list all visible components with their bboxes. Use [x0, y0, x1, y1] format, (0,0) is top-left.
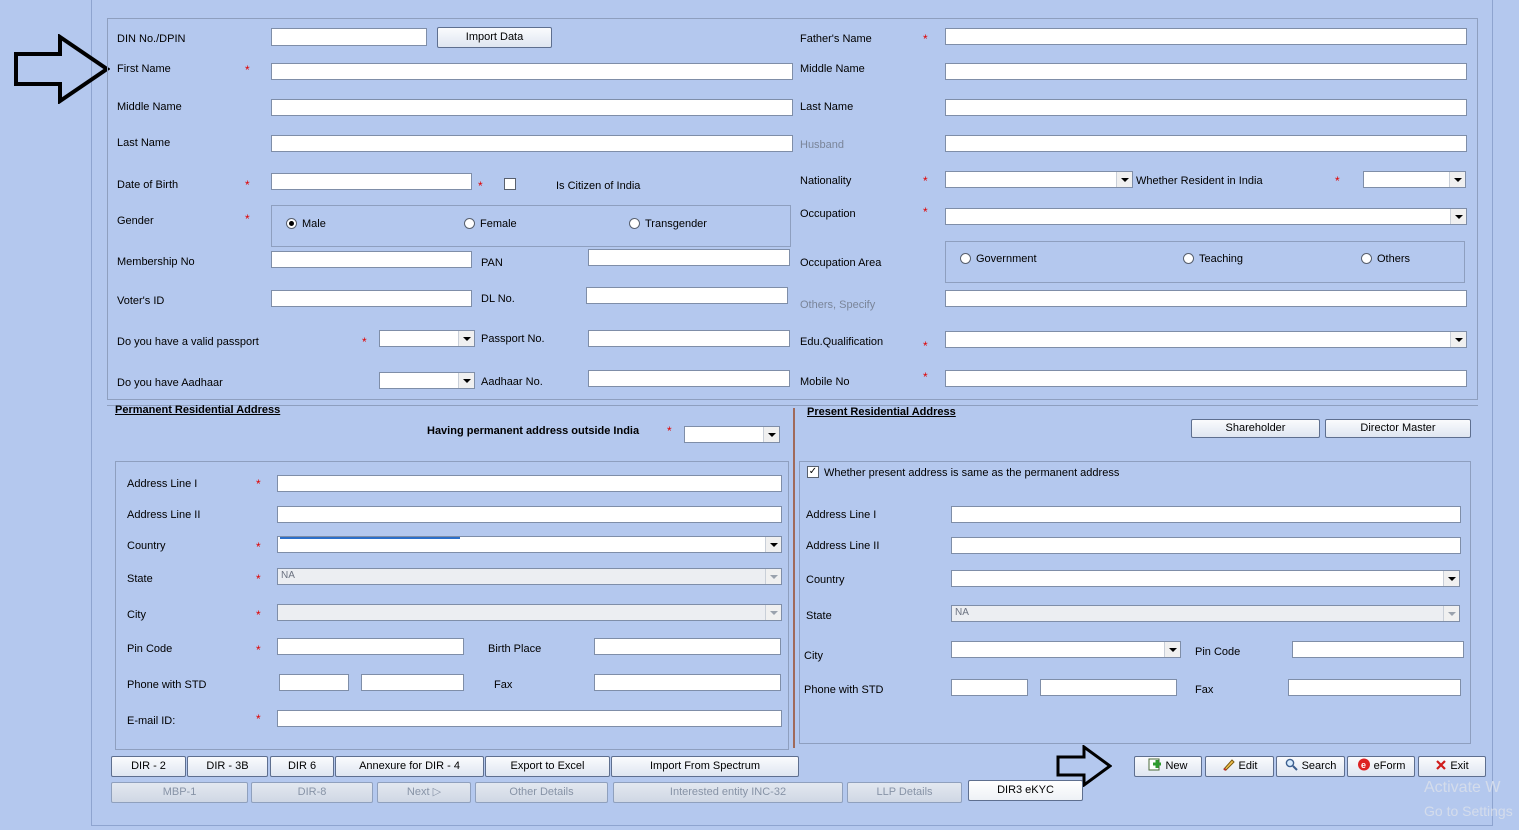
dob-label: Date of Birth — [117, 179, 179, 191]
din-input[interactable] — [271, 28, 427, 46]
chevron-down-icon[interactable] — [763, 427, 779, 442]
husband-input[interactable] — [945, 135, 1467, 152]
import-data-button[interactable]: Import Data — [437, 27, 552, 48]
pres-addr2-label: Address Line II — [806, 540, 880, 552]
din-label: DIN No./DPIN — [117, 33, 186, 45]
pres-addr1-input[interactable] — [951, 506, 1461, 523]
last-name-label: Last Name — [117, 137, 171, 149]
chevron-down-icon[interactable] — [765, 605, 781, 620]
chevron-down-icon[interactable] — [1443, 571, 1459, 586]
nationality-select[interactable] — [945, 171, 1133, 188]
required-marker: * — [923, 205, 928, 219]
add-icon — [1148, 758, 1162, 771]
passport-select[interactable] — [379, 330, 475, 347]
passport-no-input[interactable] — [588, 330, 790, 347]
perm-phone-input[interactable] — [361, 674, 464, 691]
required-marker: * — [478, 179, 483, 193]
required-marker: * — [256, 608, 261, 622]
pres-state-value: NA — [955, 607, 969, 618]
others-specify-label: Others, Specify — [800, 299, 876, 311]
pres-city-label: City — [804, 650, 823, 662]
pencil-icon — [1222, 758, 1236, 771]
next-label: Next — [406, 786, 430, 798]
outside-india-select[interactable] — [684, 426, 780, 443]
membership-label: Membership No — [117, 256, 195, 268]
occupation-teaching-radio[interactable] — [1183, 253, 1194, 264]
perm-city-select[interactable] — [277, 604, 782, 621]
search-icon — [1285, 758, 1299, 771]
exit-button[interactable] — [1418, 756, 1486, 777]
dl-input[interactable] — [586, 287, 788, 304]
father-last-name-input[interactable] — [945, 99, 1467, 116]
required-marker: * — [256, 572, 261, 586]
edit-label: Edit — [1238, 760, 1258, 772]
chevron-down-icon[interactable] — [765, 537, 781, 552]
import-spectrum-button[interactable]: Import From Spectrum — [611, 756, 799, 777]
gender-label: Gender — [117, 215, 154, 227]
occupation-area-label: Occupation Area — [800, 257, 882, 269]
edu-qualification-label: Edu.Qualification — [800, 336, 884, 348]
required-marker: * — [362, 335, 367, 349]
voter-input[interactable] — [271, 290, 472, 307]
close-icon — [1435, 759, 1447, 771]
occupation-select[interactable] — [945, 208, 1467, 225]
dob-input[interactable] — [271, 173, 472, 190]
occupation-government-radio[interactable] — [960, 253, 971, 264]
required-marker: * — [245, 63, 250, 77]
required-marker: * — [923, 32, 928, 46]
perm-addr2-label: Address Line II — [127, 509, 201, 521]
tab-interested-entity[interactable]: Interested entity INC-32 — [613, 782, 843, 803]
birth-place-input[interactable] — [594, 638, 781, 655]
tab-other-details[interactable]: Other Details — [475, 782, 608, 803]
pan-input[interactable] — [588, 249, 790, 266]
eform-label: eForm — [1373, 760, 1406, 772]
perm-city-label: City — [127, 609, 146, 621]
perm-phone-std-input[interactable] — [279, 674, 349, 691]
chevron-down-icon[interactable] — [1164, 642, 1180, 657]
chevron-down-icon[interactable] — [458, 331, 474, 346]
eform-button[interactable] — [1347, 756, 1415, 777]
tab-llp-details[interactable]: LLP Details — [847, 782, 962, 803]
new-label: New — [1165, 760, 1188, 772]
aadhaar-no-input[interactable] — [588, 370, 790, 387]
aadhaar-no-label: Aadhaar No. — [481, 376, 543, 388]
perm-fax-input[interactable] — [594, 674, 781, 691]
chevron-down-icon[interactable] — [1443, 606, 1459, 621]
chevron-down-icon[interactable] — [1450, 209, 1466, 224]
gender-group — [271, 205, 791, 247]
required-marker: * — [1335, 174, 1340, 188]
chevron-down-icon[interactable] — [1449, 172, 1465, 187]
gender-female-label: Female — [480, 218, 517, 230]
husband-label: Husband — [800, 139, 845, 151]
perm-country-label: Country — [127, 540, 166, 552]
edu-qualification-select[interactable] — [945, 331, 1467, 348]
passport-question-label: Do you have a valid passport — [117, 336, 259, 348]
father-middle-name-input[interactable] — [945, 63, 1467, 80]
gender-transgender-label: Transgender — [645, 218, 707, 230]
perm-fax-label: Fax — [494, 679, 513, 691]
perm-addr1-input[interactable] — [277, 475, 782, 492]
father-name-input[interactable] — [945, 28, 1467, 45]
pres-city-select[interactable] — [951, 641, 1181, 658]
email-label: E-mail ID: — [127, 715, 176, 727]
citizen-checkbox[interactable] — [504, 178, 516, 190]
shareholder-button[interactable]: Shareholder — [1191, 419, 1320, 438]
others-specify-input[interactable] — [945, 290, 1467, 307]
pres-state-label: State — [806, 610, 832, 622]
pres-phone-input[interactable] — [1040, 679, 1177, 696]
perm-state-value: NA — [281, 570, 295, 581]
pres-fax-label: Fax — [1195, 684, 1214, 696]
pres-fax-input[interactable] — [1288, 679, 1461, 696]
required-marker: * — [667, 424, 672, 438]
new-button[interactable] — [1134, 756, 1202, 777]
citizen-label: Is Citizen of India — [556, 180, 641, 192]
occupation-others-radio[interactable] — [1361, 253, 1372, 264]
perm-country-select[interactable] — [277, 536, 782, 553]
pres-state-select[interactable] — [951, 605, 1460, 622]
resident-label: Whether Resident in India — [1136, 175, 1263, 187]
edit-button[interactable] — [1205, 756, 1274, 777]
chevron-down-icon[interactable] — [1116, 172, 1132, 187]
last-name-input[interactable] — [271, 135, 793, 152]
gender-female-radio[interactable] — [464, 218, 475, 229]
required-marker: * — [245, 212, 250, 226]
tab-mbp-1[interactable]: MBP-1 — [111, 782, 248, 803]
aadhaar-select[interactable] — [379, 372, 475, 389]
perm-pin-input[interactable] — [277, 638, 464, 655]
aadhaar-question-label: Do you have Aadhaar — [117, 377, 223, 389]
birth-place-label: Birth Place — [488, 643, 542, 655]
tab-dir-8[interactable]: DIR-8 — [251, 782, 373, 803]
middle-name-label: Middle Name — [117, 101, 182, 113]
next-button[interactable] — [377, 782, 471, 803]
chevron-down-icon[interactable] — [1450, 332, 1466, 347]
dl-label: DL No. — [481, 293, 515, 305]
search-label: Search — [1301, 760, 1337, 772]
svg-text:e: e — [1360, 760, 1366, 770]
outside-india-label: Having permanent address outside India — [427, 425, 640, 437]
first-name-label: First Name — [117, 63, 171, 75]
required-marker: * — [923, 174, 928, 188]
required-marker: * — [923, 339, 928, 353]
gender-transgender-radio[interactable] — [629, 218, 640, 229]
tab-dir-6[interactable]: DIR 6 — [270, 756, 334, 777]
tab-dir-3b[interactable]: DIR - 3B — [187, 756, 268, 777]
permanent-address-title: Permanent Residential Address — [115, 404, 281, 416]
tab-annexure-dir-4[interactable]: Annexure for DIR - 4 — [335, 756, 484, 777]
required-marker: * — [256, 477, 261, 491]
section-divider-vertical — [793, 408, 795, 748]
pres-country-label: Country — [806, 574, 845, 586]
activation-watermark-line1: Activate W — [1424, 779, 1501, 796]
director-master-button[interactable]: Director Master — [1325, 419, 1471, 438]
required-marker: * — [256, 540, 261, 554]
pres-country-select[interactable] — [951, 570, 1460, 587]
father-middle-name-label: Middle Name — [800, 63, 865, 75]
mobile-input[interactable] — [945, 370, 1467, 387]
first-name-input[interactable] — [271, 63, 793, 80]
occupation-others-label: Others — [1377, 253, 1411, 265]
chevron-down-icon[interactable] — [765, 569, 781, 584]
required-marker: * — [923, 370, 928, 384]
exit-label: Exit — [1450, 760, 1469, 772]
gender-male-label: Male — [302, 218, 326, 230]
pres-pin-input[interactable] — [1292, 641, 1464, 658]
occupation-label: Occupation — [800, 208, 856, 220]
nationality-label: Nationality — [800, 175, 852, 187]
eform-icon — [1357, 758, 1371, 771]
same-address-checkbox[interactable]: ✓ — [808, 466, 818, 477]
resident-select[interactable] — [1363, 171, 1466, 188]
same-address-label: Whether present address is same as the permanent address — [824, 467, 1120, 479]
mobile-label: Mobile No — [800, 376, 850, 388]
pres-addr2-input[interactable] — [951, 537, 1461, 554]
occupation-government-label: Government — [976, 253, 1037, 265]
play-icon: ▷ — [432, 786, 442, 798]
passport-no-label: Passport No. — [481, 333, 545, 345]
membership-input[interactable] — [271, 251, 472, 268]
tab-dir3-ekyc[interactable]: DIR3 eKYC — [968, 780, 1083, 801]
gender-male-radio[interactable] — [286, 218, 297, 229]
perm-addr1-label: Address Line I — [127, 478, 198, 490]
voter-label: Voter's ID — [117, 295, 165, 307]
chevron-down-icon[interactable] — [458, 373, 474, 388]
required-marker: * — [245, 178, 250, 192]
middle-name-input[interactable] — [271, 99, 793, 116]
perm-addr2-input[interactable] — [277, 506, 782, 523]
arrow-pointer-icon — [14, 34, 110, 104]
perm-phone-label: Phone with STD — [127, 679, 207, 691]
pres-phone-std-input[interactable] — [951, 679, 1028, 696]
pres-phone-label: Phone with STD — [804, 684, 884, 696]
export-excel-button[interactable]: Export to Excel — [485, 756, 610, 777]
present-address-title: Present Residential Address — [807, 406, 956, 418]
section-divider — [107, 405, 1478, 406]
perm-pin-label: Pin Code — [127, 643, 173, 655]
present-address-panel — [799, 461, 1471, 744]
selection-underline — [280, 537, 460, 539]
pres-addr1-label: Address Line I — [806, 509, 877, 521]
pres-pin-label: Pin Code — [1195, 646, 1241, 658]
pan-label: PAN — [481, 257, 503, 269]
father-last-name-label: Last Name — [800, 101, 854, 113]
occupation-teaching-label: Teaching — [1199, 253, 1244, 265]
required-marker: * — [256, 643, 261, 657]
father-name-label: Father's Name — [800, 33, 872, 45]
perm-state-label: State — [127, 573, 153, 585]
required-marker: * — [256, 712, 261, 726]
tab-dir-2[interactable]: DIR - 2 — [111, 756, 186, 777]
activation-watermark-line2: Go to Settings — [1424, 803, 1513, 819]
perm-state-select[interactable] — [277, 568, 782, 585]
email-input[interactable] — [277, 710, 782, 727]
search-button[interactable] — [1276, 756, 1345, 777]
